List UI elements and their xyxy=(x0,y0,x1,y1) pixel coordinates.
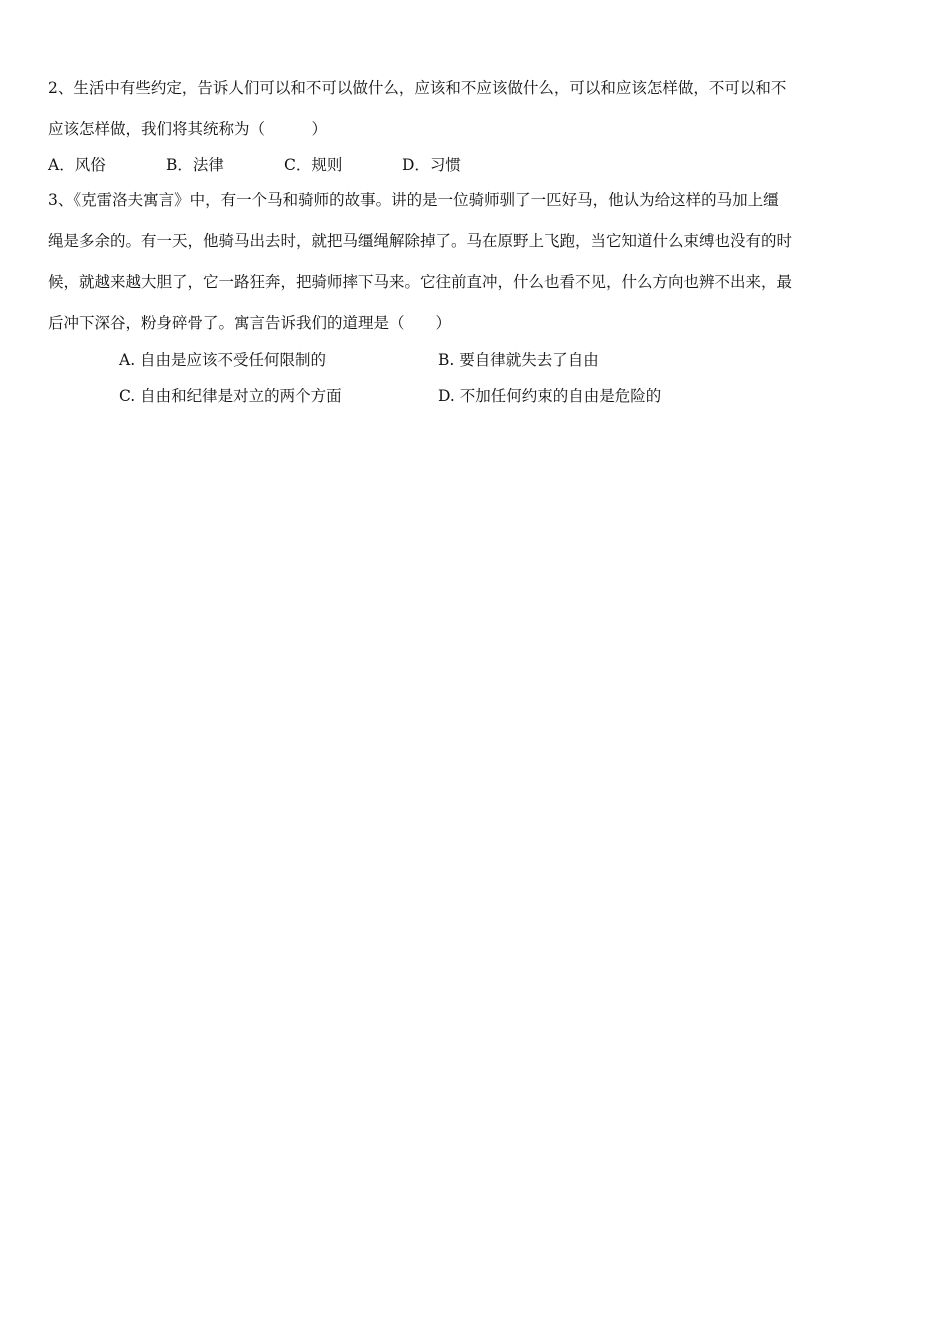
question-3-option-c: C. 自由和纪律是对立的两个方面 xyxy=(119,387,342,405)
question-3-line-4: 后冲下深谷，粉身碎骨了。寓言告诉我们的道理是（ ） xyxy=(48,314,452,332)
question-2-line-2: 应该怎样做，我们将其统称为（ ） xyxy=(48,120,328,138)
question-3-option-d: D. 不加任何约束的自由是危险的 xyxy=(438,387,662,405)
question-3-option-a: A. 自由是应该不受任何限制的 xyxy=(119,351,327,369)
question-3-line-3: 候，就越来越大胆了，它一路狂奔，把骑师摔下马来。它往前直冲，什么也看不见，什么方向也辨不出来，最 xyxy=(48,273,793,291)
question-2-option-d: D．习惯 xyxy=(402,156,461,174)
question-3-line-2: 绳是多余的。有一天，他骑马出去时，就把马缰绳解除掉了。马在原野上飞跑，当它知道什么束缚也没有的时 xyxy=(48,232,793,250)
question-2-option-b: B．法律 xyxy=(166,156,224,174)
question-2-line-1: 2、生活中有些约定，告诉人们可以和不可以做什么，应该和不应该做什么，可以和应该怎样做，不可以和不 xyxy=(48,79,787,97)
question-3-option-b: B. 要自律就失去了自由 xyxy=(438,351,599,369)
question-2-option-c: C．规则 xyxy=(284,156,343,174)
question-3-line-1: 3、《克雷洛夫寓言》中，有一个马和骑师的故事。讲的是一位骑师驯了一匹好马，他认为给这样的马加上缰 xyxy=(48,191,779,209)
question-2-option-a: A．风俗 xyxy=(48,156,106,174)
